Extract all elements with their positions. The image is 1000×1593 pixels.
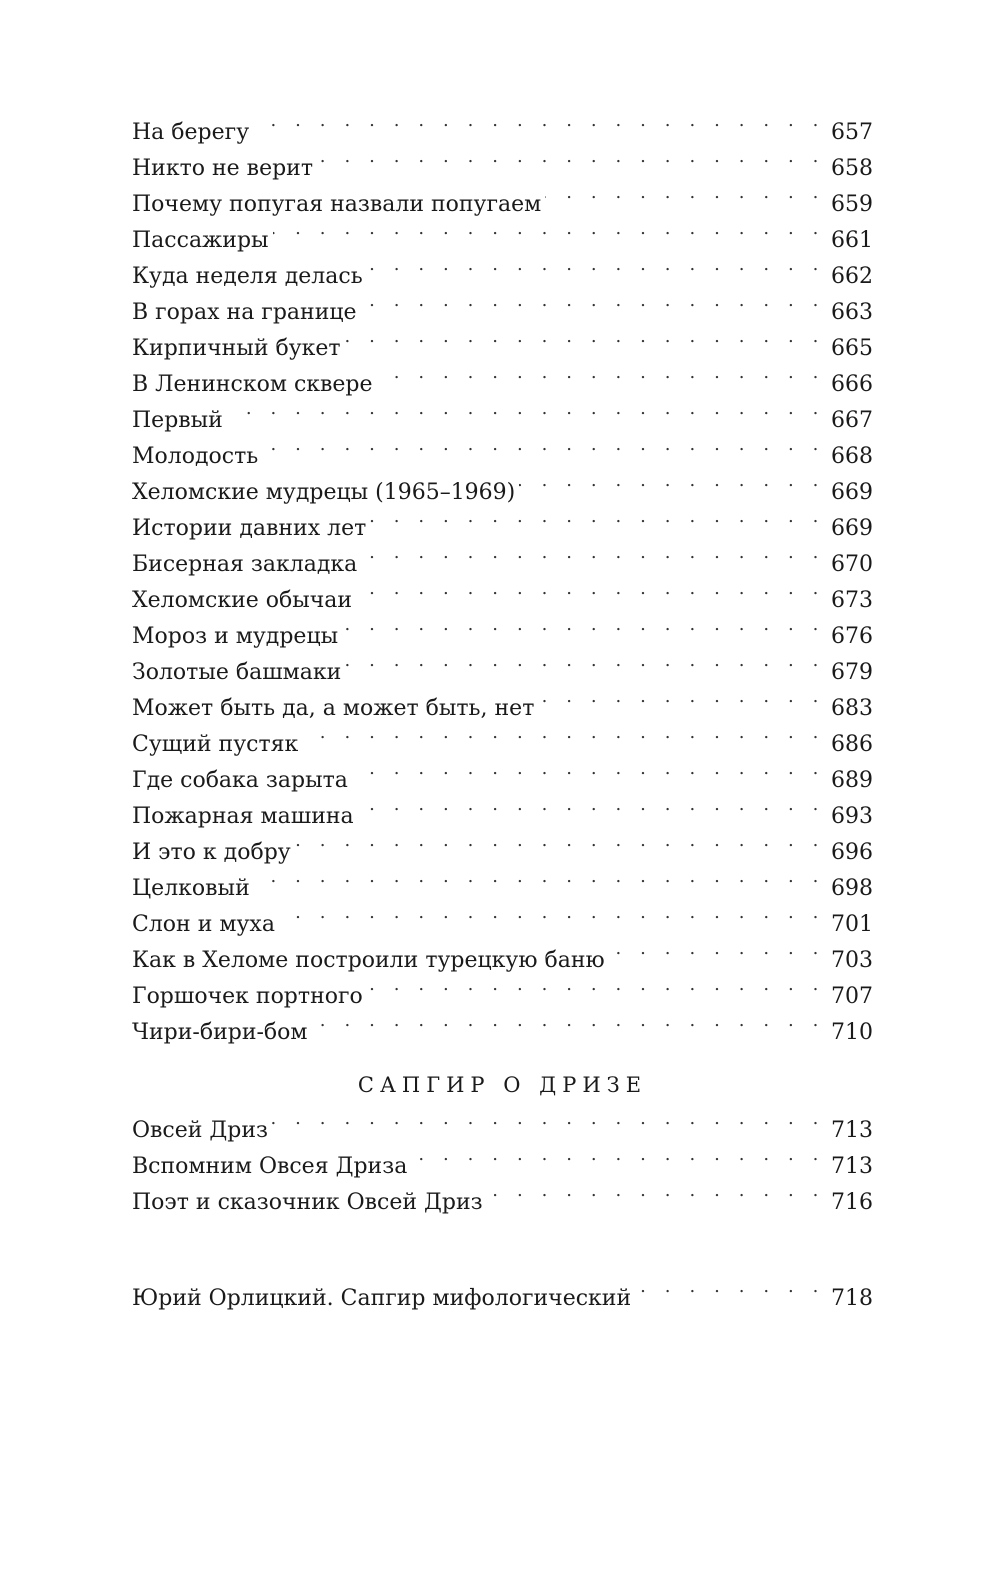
entry-page-number: 669 [831,480,873,505]
entry-page-number: 707 [831,984,873,1009]
entry-page-number: 662 [831,264,873,289]
entry-page-number: 716 [831,1190,873,1215]
entry-title: Сущий пустяк [132,732,299,757]
entry-title: На берегу [132,120,250,145]
toc-entry[interactable] [132,391,873,433]
entry-page-number: 683 [831,696,873,721]
dot-leader [358,787,825,823]
dot-leader [367,967,825,1003]
dot-leader [312,1003,825,1039]
entry-title: Мороз и мудрецы [132,624,339,649]
dot-leader [352,751,825,787]
dot-leader [361,283,825,319]
entry-title: Истории давних лет [132,516,367,541]
dot-leader [279,895,825,931]
entry-title: И это к добру [132,840,291,865]
entry-page-number: 689 [831,768,873,793]
entry-page-number: 673 [831,588,873,613]
entry-title: Почему попугая назвали попугаем [132,192,542,217]
dot-leader [272,1101,825,1137]
entry-page-number: 698 [831,876,873,901]
entry-page-number: 659 [831,192,873,217]
dot-leader [411,1137,825,1173]
entry-title: Хеломские мудрецы (1965–1969) [132,480,516,505]
entry-title: Где собака зарыта [132,768,348,793]
dot-leader [367,247,825,283]
entry-title: Горшочек портного [132,984,363,1009]
entry-page-number: 669 [831,516,873,541]
table-of-contents-afterword [132,1269,873,1311]
dot-leader [254,859,825,895]
dot-leader [545,175,825,211]
table-of-contents-dris-section [132,1101,873,1215]
dot-leader [262,427,825,463]
entry-page-number: 665 [831,336,873,361]
dot-leader [538,679,825,715]
entry-title: Пассажиры [132,228,269,253]
dot-leader [317,139,825,175]
entry-title: Первый [132,408,223,433]
toc-entry-afterword[interactable] [132,1269,873,1311]
dot-leader [487,1173,825,1209]
entry-title: Может быть да, а может быть, нет [132,696,535,721]
entry-title: Пожарная машина [132,804,354,829]
entry-page-number: 713 [831,1118,873,1143]
entry-page-number: 693 [831,804,873,829]
entry-title: Хеломские обычаи [132,588,353,613]
entry-page-number: 658 [831,156,873,181]
toc-entry[interactable] [132,103,873,145]
entry-page-number: 667 [831,408,873,433]
dot-leader [345,319,825,355]
entry-title: Молодость [132,444,259,469]
entry-title: Чири-бири-бом [132,1020,308,1045]
dot-leader [273,211,825,247]
dot-leader [356,571,825,607]
dot-leader [635,1269,825,1305]
entry-page-number: 701 [831,912,873,937]
entry-title: Слон и муха [132,912,275,937]
entry-title: Никто не верит [132,156,314,181]
entry-page-number: 666 [831,372,873,397]
section-heading: САПГИР О ДРИЗЕ [357,1073,648,1097]
dot-leader [345,643,825,679]
entry-page-number: 696 [831,840,873,865]
entry-title: Поэт и сказочник Овсей Дриз [132,1190,483,1215]
entry-page-number: 703 [831,948,873,973]
entry-page-number: 670 [831,552,873,577]
entry-title: В горах на границе [132,300,357,325]
entry-page-number: 676 [831,624,873,649]
dot-leader [519,463,825,499]
toc-entry[interactable] [132,1101,873,1143]
entry-page-number: 710 [831,1020,873,1045]
entry-page-number: 668 [831,444,873,469]
entry-title: Целковый [132,876,250,901]
toc-entry[interactable] [132,427,873,469]
dot-leader [342,607,825,643]
entry-title: Кирпичный букет [132,336,341,361]
dot-leader [370,499,825,535]
dot-leader [377,355,825,391]
dot-leader [227,391,825,427]
dot-leader [361,535,825,571]
dot-leader [609,931,825,967]
dot-leader [302,715,825,751]
entry-title: В Ленинском сквере [132,372,373,397]
table-of-contents-main [132,103,873,1045]
dot-leader [253,103,825,139]
entry-page-number: 661 [831,228,873,253]
entry-page-number: 657 [831,120,873,145]
entry-title: Юрий Орлицкий. Сапгир мифологический [132,1286,632,1311]
entry-title: Как в Хеломе построили турецкую баню [132,948,605,973]
entry-page-number: 679 [831,660,873,685]
entry-title: Золотые башмаки [132,660,342,685]
dot-leader [295,823,825,859]
entry-page-number: 686 [831,732,873,757]
entry-page-number: 663 [831,300,873,325]
entry-title: Бисерная закладка [132,552,358,577]
entry-title: Овсей Дриз [132,1118,269,1143]
entry-title: Вспомним Овсея Дриза [132,1154,408,1179]
entry-page-number: 718 [831,1286,873,1311]
entry-page-number: 713 [831,1154,873,1179]
entry-title: Куда неделя делась [132,264,363,289]
